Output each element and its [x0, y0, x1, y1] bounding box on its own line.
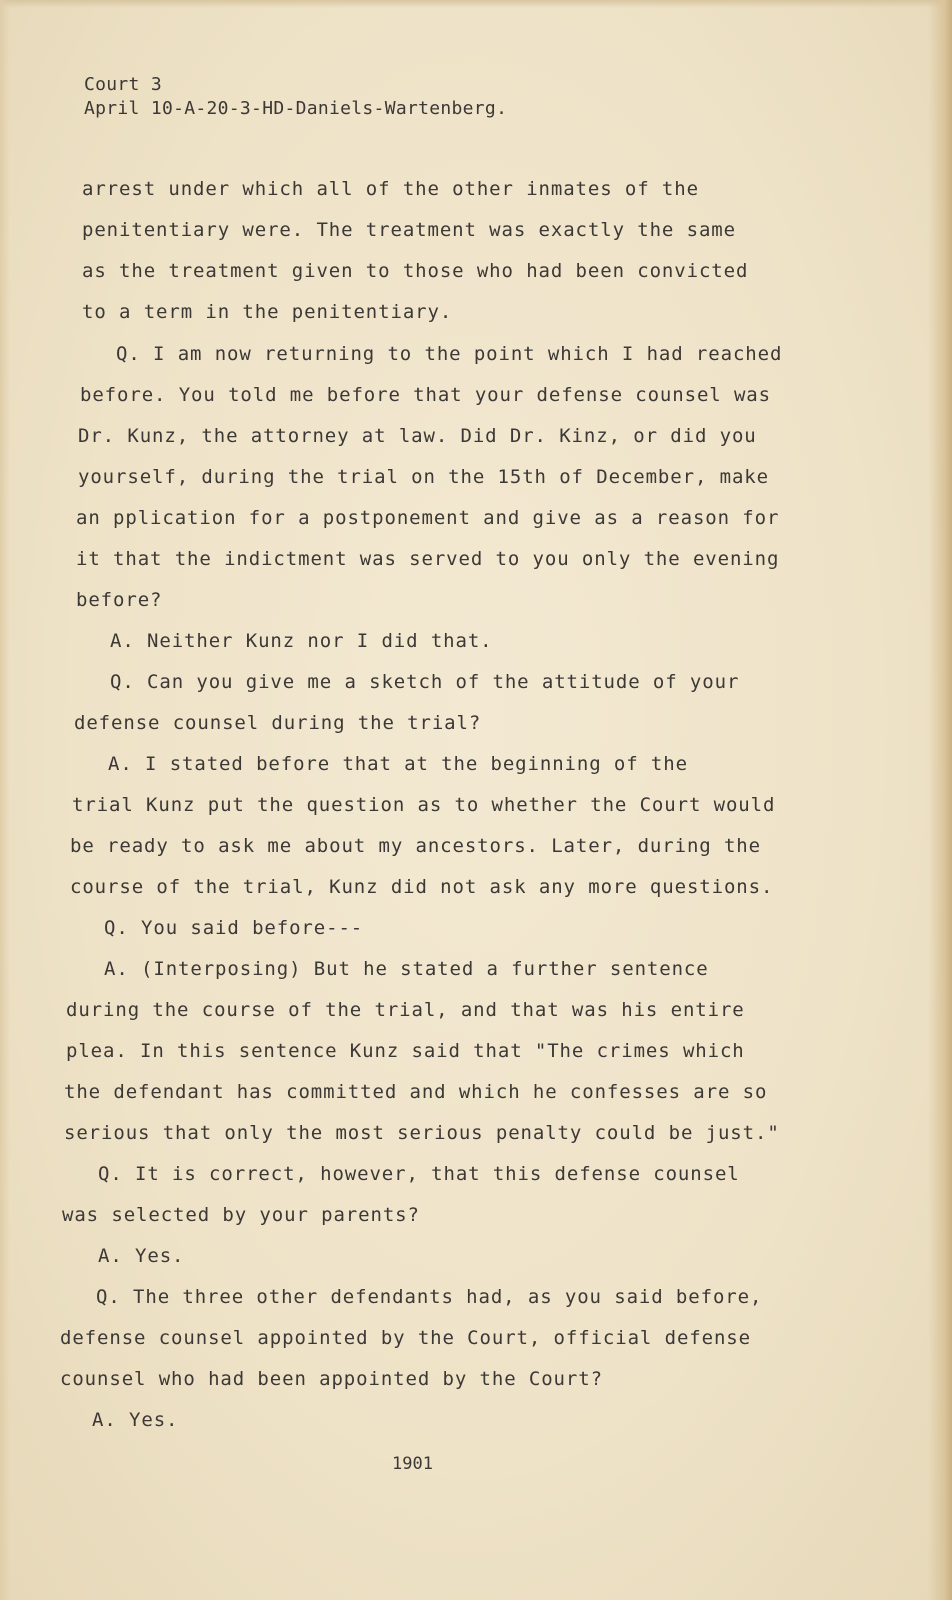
transcript-line: A. (Interposing) But he stated a further sentence — [104, 958, 709, 980]
transcript-line: A. Yes. — [98, 1245, 185, 1267]
transcript-line: A. Neither Kunz nor I did that. — [110, 630, 493, 652]
transcript-line: the defendant has committed and which he confesses are so — [64, 1081, 768, 1103]
transcript-line: counsel who had been appointed by the Court? — [60, 1368, 603, 1390]
transcript-line: it that the indictment was served to you only the evening — [76, 548, 780, 570]
transcript-line: defense counsel appointed by the Court, official defense — [60, 1327, 751, 1349]
transcript-line: trial Kunz put the question as to whether the Court would — [72, 794, 776, 816]
transcript-line: defense counsel during the trial? — [74, 712, 482, 734]
transcript-line: penitentiary were. The treatment was exactly the same — [82, 219, 736, 241]
transcript-line: plea. In this sentence Kunz said that "The crimes which — [66, 1040, 745, 1062]
page-number: 1901 — [392, 1454, 433, 1474]
transcript-line: serious that only the most serious penalty could be just." — [64, 1122, 780, 1144]
transcript-line: Q. It is correct, however, that this defense counsel — [98, 1163, 740, 1185]
page-edge-right — [928, 0, 952, 1600]
transcript-line: before. You told me before that your defense counsel was — [80, 384, 771, 406]
transcript-line: to a term in the penitentiary. — [82, 301, 453, 323]
transcript-line: before? — [76, 589, 163, 611]
transcript-line: during the course of the trial, and that was his entire — [66, 999, 745, 1021]
page-edge-top — [0, 0, 952, 8]
transcript-line: as the treatment given to those who had been convicted — [82, 260, 749, 282]
header-case-reference: April 10-A-20-3-HD-Daniels-Wartenberg. — [84, 98, 508, 119]
transcript-line: Q. You said before--- — [104, 917, 364, 939]
transcript-line: Q. The three other defendants had, as you said before, — [96, 1286, 763, 1308]
header-court: Court 3 — [84, 74, 162, 95]
transcript-line: yourself, during the trial on the 15th of December, make — [78, 466, 769, 488]
page-edge-left — [0, 0, 10, 1600]
transcript-line: be ready to ask me about my ancestors. Later, during the — [70, 835, 761, 857]
transcript-line: Q. I am now returning to the point which I had reached — [116, 343, 783, 365]
transcript-line: Q. Can you give me a sketch of the attitude of your — [110, 671, 740, 693]
transcript-line: A. I stated before that at the beginning of the — [108, 753, 688, 775]
transcript-line: arrest under which all of the other inmates of the — [82, 178, 699, 200]
transcript-line: Dr. Kunz, the attorney at law. Did Dr. Kinz, or did you — [78, 425, 757, 447]
transcript-line: course of the trial, Kunz did not ask any more questions. — [70, 876, 774, 898]
transcript-line: an pplication for a postponement and give as a reason for — [76, 507, 780, 529]
transcript-line: was selected by your parents? — [62, 1204, 420, 1226]
transcript-line: A. Yes. — [92, 1409, 179, 1431]
